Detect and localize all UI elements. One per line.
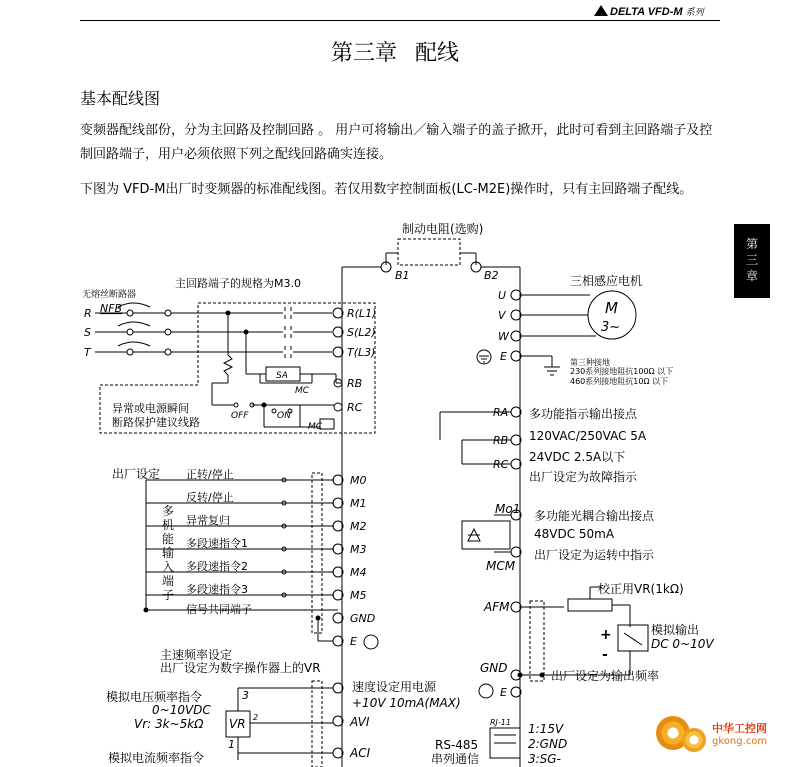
- phase-t: T: [84, 346, 91, 359]
- chapter-name: 配线: [415, 41, 460, 66]
- ground-note-3: 460系列接地阻抗10Ω 以下: [570, 377, 669, 386]
- ground-note-2: 230系列接地阻抗100Ω 以下: [570, 367, 674, 376]
- rj-pin-1: 1:15V: [528, 722, 564, 736]
- multi-input-char: 机: [162, 518, 175, 532]
- terminal-m2: M2: [350, 520, 367, 533]
- mo-desc-1: 多功能光耦合输出接点: [534, 509, 655, 523]
- brake-resistor-label: 制动电阻(选购): [402, 222, 484, 236]
- terminal-m3: M3: [350, 543, 367, 556]
- terminal-v: V: [498, 309, 506, 322]
- side-tab-char: 章: [745, 269, 758, 283]
- terminal-avi: AVI: [350, 715, 370, 729]
- motor-m: M: [605, 299, 618, 317]
- mc-label: MC: [295, 386, 310, 396]
- freq-set-2: 出厂设定为数字操作器上的VR: [160, 661, 321, 675]
- nfb-label: NFB: [100, 302, 123, 315]
- terminal-m5: M5: [350, 589, 367, 602]
- analog-v-2: 0~10VDC: [152, 703, 211, 717]
- analog-v-3: Vr: 3k~5kΩ: [134, 717, 204, 731]
- watermark: [652, 712, 780, 758]
- terminal-mo1: Mo1: [495, 502, 521, 516]
- paragraph-2: 下图为 VFD-M出厂时变频器的标准配线图。若仅用数字控制面板(LC-M2E)操作时，只有主回路端子配线。: [80, 182, 693, 197]
- chapter-number: 第三章: [330, 41, 397, 66]
- relay-desc-4: 出厂设定为故障指示: [529, 470, 638, 484]
- multi-input-char: 端: [162, 574, 175, 588]
- motor-title: 三相感应电机: [570, 274, 643, 288]
- input-m1-desc: 反转/停止: [186, 491, 234, 504]
- motor-3-phase: 3~: [601, 320, 621, 335]
- b2-label: B2: [484, 269, 499, 282]
- vr-pin-3: 3: [242, 689, 249, 702]
- relay-rb: RB: [493, 434, 509, 447]
- brand-name: DELTA: [610, 6, 645, 18]
- rj11-label: RJ-11: [490, 718, 511, 727]
- terminal-gnd: GND: [350, 612, 376, 625]
- protect-line-1: 异常或电源瞬间: [112, 402, 189, 415]
- relay-desc-1: 多功能指示输出接点: [529, 407, 638, 421]
- terminal-rc: RC: [347, 401, 363, 414]
- terminal-afm: AFM: [484, 600, 510, 614]
- vr-pin-1: 1: [228, 738, 235, 751]
- terminal-rb: RB: [347, 377, 363, 390]
- vr-power-2: +10V 10mA(MAX): [352, 696, 461, 710]
- analog-v-1: 模拟电压频率指令: [106, 690, 203, 704]
- input-m4-desc: 多段速指令2: [186, 560, 248, 573]
- vr-pin-2: 2: [253, 713, 259, 722]
- input-gnd-desc: 信号共同端子: [186, 603, 252, 616]
- terminal-m0: M0: [350, 474, 367, 487]
- input-m2-desc: 异常复归: [186, 514, 230, 527]
- off-label: OFF: [231, 411, 249, 421]
- gear-icon: [682, 728, 706, 752]
- mo-desc-3: 出厂设定为运转中指示: [534, 548, 655, 562]
- terminal-gnd-out: GND: [480, 661, 508, 675]
- nfb-title: 无熔丝断路器: [82, 290, 137, 300]
- analog-i-label: 模拟电流频率指令: [108, 751, 205, 765]
- multi-input-char: 能: [162, 532, 175, 546]
- vr-power-1: 速度设定用电源: [352, 680, 437, 694]
- watermark-url: gkong.com: [712, 736, 768, 747]
- input-m0-desc: 正转/停止: [186, 468, 234, 481]
- multi-input-char: 多: [162, 504, 175, 518]
- calibration-vr-label: 校正用VR(1kΩ): [598, 582, 684, 596]
- afm-note: 出厂设定为输出频率: [551, 669, 660, 683]
- watermark-name: 中华工控网: [712, 722, 767, 735]
- chapter-title: [0, 36, 790, 67]
- terminal-t: T(L3): [347, 346, 376, 359]
- freq-set-1: 主速频率设定: [160, 648, 233, 662]
- terminal-e: E: [500, 350, 507, 363]
- relay-rc: RC: [493, 458, 509, 471]
- terminal-m4: M4: [350, 566, 367, 579]
- multi-input-char: 入: [162, 560, 175, 574]
- phase-s: S: [84, 326, 91, 339]
- side-tab-char: 三: [745, 253, 758, 267]
- mo-desc-2: 48VDC 50mA: [534, 527, 615, 541]
- terminal-w: W: [498, 330, 509, 343]
- input-m5-desc: 多段速指令3: [186, 583, 248, 596]
- factory-label: 出厂设定: [112, 467, 161, 481]
- protect-line-2: 断路保护建议线路: [112, 416, 200, 429]
- on-label: ON: [277, 411, 291, 421]
- model-name: VFD-M: [647, 6, 683, 18]
- paragraph-1: 变频器配线部份，分为主回路及控制回路 。 用户可将输出／输入端子的盖子掀开，此时可看到主回路端子及控制回路端子，用户必须依照下列之配线回路确实连接。: [80, 123, 713, 162]
- terminal-u: U: [498, 289, 507, 302]
- terminal-aci: ACI: [350, 746, 371, 760]
- minus-sign: -: [602, 647, 608, 663]
- rj-pin-3: 3:SG-: [528, 752, 561, 766]
- relay-ra: RA: [493, 406, 509, 419]
- terminal-e-out: E: [500, 686, 507, 699]
- vr-label: VR: [229, 717, 246, 731]
- multi-input-char: 输: [162, 546, 175, 560]
- delta-logo-icon: [594, 5, 608, 16]
- header-rule: [80, 20, 720, 21]
- relay-desc-2: 120VAC/250VAC 5A: [529, 429, 647, 443]
- phase-r: R: [84, 307, 92, 320]
- rj-pin-2: 2:GND: [528, 737, 568, 751]
- section-heading: 基本配线图: [80, 89, 161, 108]
- terminal-mcm: MCM: [486, 559, 516, 573]
- rs485-label: RS-485: [435, 738, 479, 752]
- series-label: 系列: [685, 7, 704, 17]
- mc-label-2: MC: [308, 422, 323, 432]
- input-m3-desc: 多段速指令1: [186, 537, 248, 550]
- terminal-e-ctrl: E: [350, 635, 357, 648]
- terminal-s: S(L2): [347, 326, 376, 339]
- analog-out-label-1: 模拟输出: [651, 623, 700, 637]
- terminal-r: R(L1): [347, 307, 377, 320]
- ground-note-1: 第三种接地: [570, 358, 610, 367]
- main-spec-label: 主回路端子的规格为M3.0: [175, 277, 301, 290]
- plus-sign: +: [600, 627, 612, 643]
- wiring-diagram: [0, 215, 790, 767]
- serial-comm-label: 串列通信: [431, 752, 480, 766]
- relay-desc-3: 24VDC 2.5A以下: [529, 450, 626, 464]
- terminal-m1: M1: [350, 497, 367, 510]
- brand-logo: [594, 5, 704, 18]
- multi-input-char: 子: [162, 588, 175, 602]
- b1-label: B1: [395, 269, 410, 282]
- sa-label: SA: [276, 371, 288, 381]
- side-tab-char: 第: [745, 237, 758, 251]
- analog-out-label-2: DC 0~10V: [651, 637, 714, 651]
